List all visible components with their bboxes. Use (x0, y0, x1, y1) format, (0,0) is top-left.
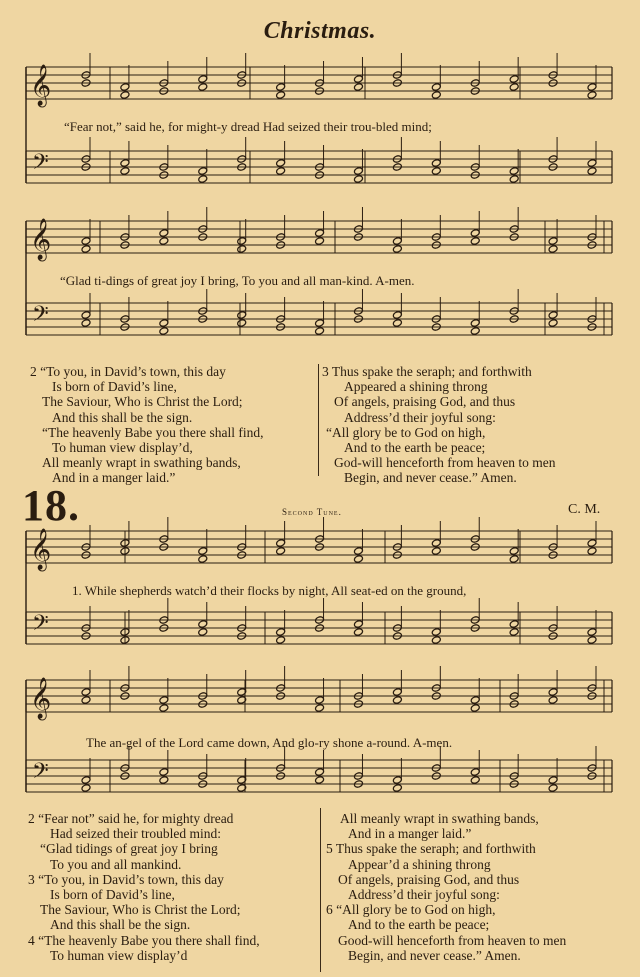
svg-text:𝄞: 𝄞 (30, 529, 52, 570)
verse-line: And in a manger laid.” (348, 826, 472, 842)
verse-line: To you and all mankind. (50, 856, 182, 872)
svg-text:𝄢: 𝄢 (32, 759, 49, 789)
verse-line: “Glad tidings of great joy I bring (40, 841, 218, 857)
verse-line: Begin, and never cease.” Amen. (344, 470, 517, 486)
verse-line: Had seized their troubled mind: (50, 826, 221, 842)
verse-line: Address’d their joyful song: (348, 887, 500, 903)
verse-block-right-2 (326, 811, 566, 963)
verse-block-left-1 (30, 364, 264, 486)
verse-line: Good-will henceforth from heaven to men (338, 932, 567, 948)
tune2-lyric-line2: The an-gel of the Lord came down, And glo-ry shone a-round. A-men. (86, 735, 453, 750)
verse-line: All meanly wrapt in swathing bands, (340, 811, 539, 826)
verse-line: All meanly wrapt in swathing bands, (42, 455, 241, 471)
verse-line: The Saviour, Who is Christ the Lord; (42, 394, 243, 410)
verse-line: 5 Thus spake the seraph; and forthwith (326, 841, 536, 857)
verse-block-left-2 (28, 811, 260, 963)
svg-text:𝄢: 𝄢 (32, 302, 49, 332)
tune1-lyric-line1: “Fear not,” said he, for might-y dread Had seized their trou-bled mind; (64, 119, 432, 134)
verse-line: Appeared a shining throng (344, 379, 488, 395)
verse-line: Appear’d a shining throng (348, 856, 491, 872)
verse-line: And in a manger laid.” (52, 470, 176, 486)
verse-line: Begin, and never cease.” Amen. (348, 947, 521, 963)
verse-line: And this shall be the sign. (52, 409, 193, 425)
page-title: Christmas. (263, 18, 377, 44)
verse-block-right-1 (322, 364, 556, 486)
meter-label: C. M. (568, 502, 601, 517)
verse-line: To human view display’d (50, 947, 188, 963)
verse-line: And to the earth be peace; (348, 917, 490, 933)
verse-line: And to the earth be peace; (344, 440, 486, 456)
tune1-lyric-line2: “Glad ti-dings of great joy I bring, To you and all man-kind. A-men. (60, 273, 415, 288)
verse-line: 3 “To you, in David’s town, this day (28, 871, 224, 887)
verse-line: 4 “The heavenly Babe you there shall find, (28, 932, 260, 948)
verse-line: 2 “Fear not” said he, for mighty dread (28, 811, 234, 826)
verse-line: To human view display’d, (52, 440, 193, 456)
verse-line: God-will henceforth from heaven to men (334, 455, 556, 471)
verse-line: Address’d their joyful song: (344, 409, 496, 425)
verse-line: And this shall be the sign. (50, 917, 191, 933)
verse-line: 2 “To you, in David’s town, this day (30, 364, 226, 379)
verse-line: “The heavenly Babe you there shall find, (42, 424, 264, 440)
verse-line: “All glory be to God on high, (326, 424, 486, 440)
verse-line: Of angels, praising God, and thus (334, 394, 516, 410)
tune-label: Second Tune. (282, 507, 342, 517)
verse-line: 3 Thus spake the seraph; and forthwith (322, 364, 532, 379)
verse-line: Of angels, praising God, and thus (338, 871, 520, 887)
svg-text:𝄞: 𝄞 (30, 65, 52, 106)
svg-text:𝄢: 𝄢 (32, 150, 49, 180)
verse-line: The Saviour, Who is Christ the Lord; (40, 902, 241, 918)
column-divider (318, 364, 319, 476)
verse-line: Is born of David’s line, (50, 887, 175, 903)
svg-text:𝄢: 𝄢 (32, 611, 49, 641)
hymn-number: 18. (22, 481, 80, 530)
tune2-lyric-line1: 1. While shepherds watch’d their flocks by night, All seat-ed on the ground, (72, 583, 467, 598)
column-divider (320, 808, 321, 972)
verse-line: Is born of David’s line, (52, 379, 177, 395)
svg-text:𝄞: 𝄞 (30, 219, 52, 260)
svg-text:𝄞: 𝄞 (30, 678, 52, 719)
verse-line: 6 “All glory be to God on high, (326, 902, 496, 918)
